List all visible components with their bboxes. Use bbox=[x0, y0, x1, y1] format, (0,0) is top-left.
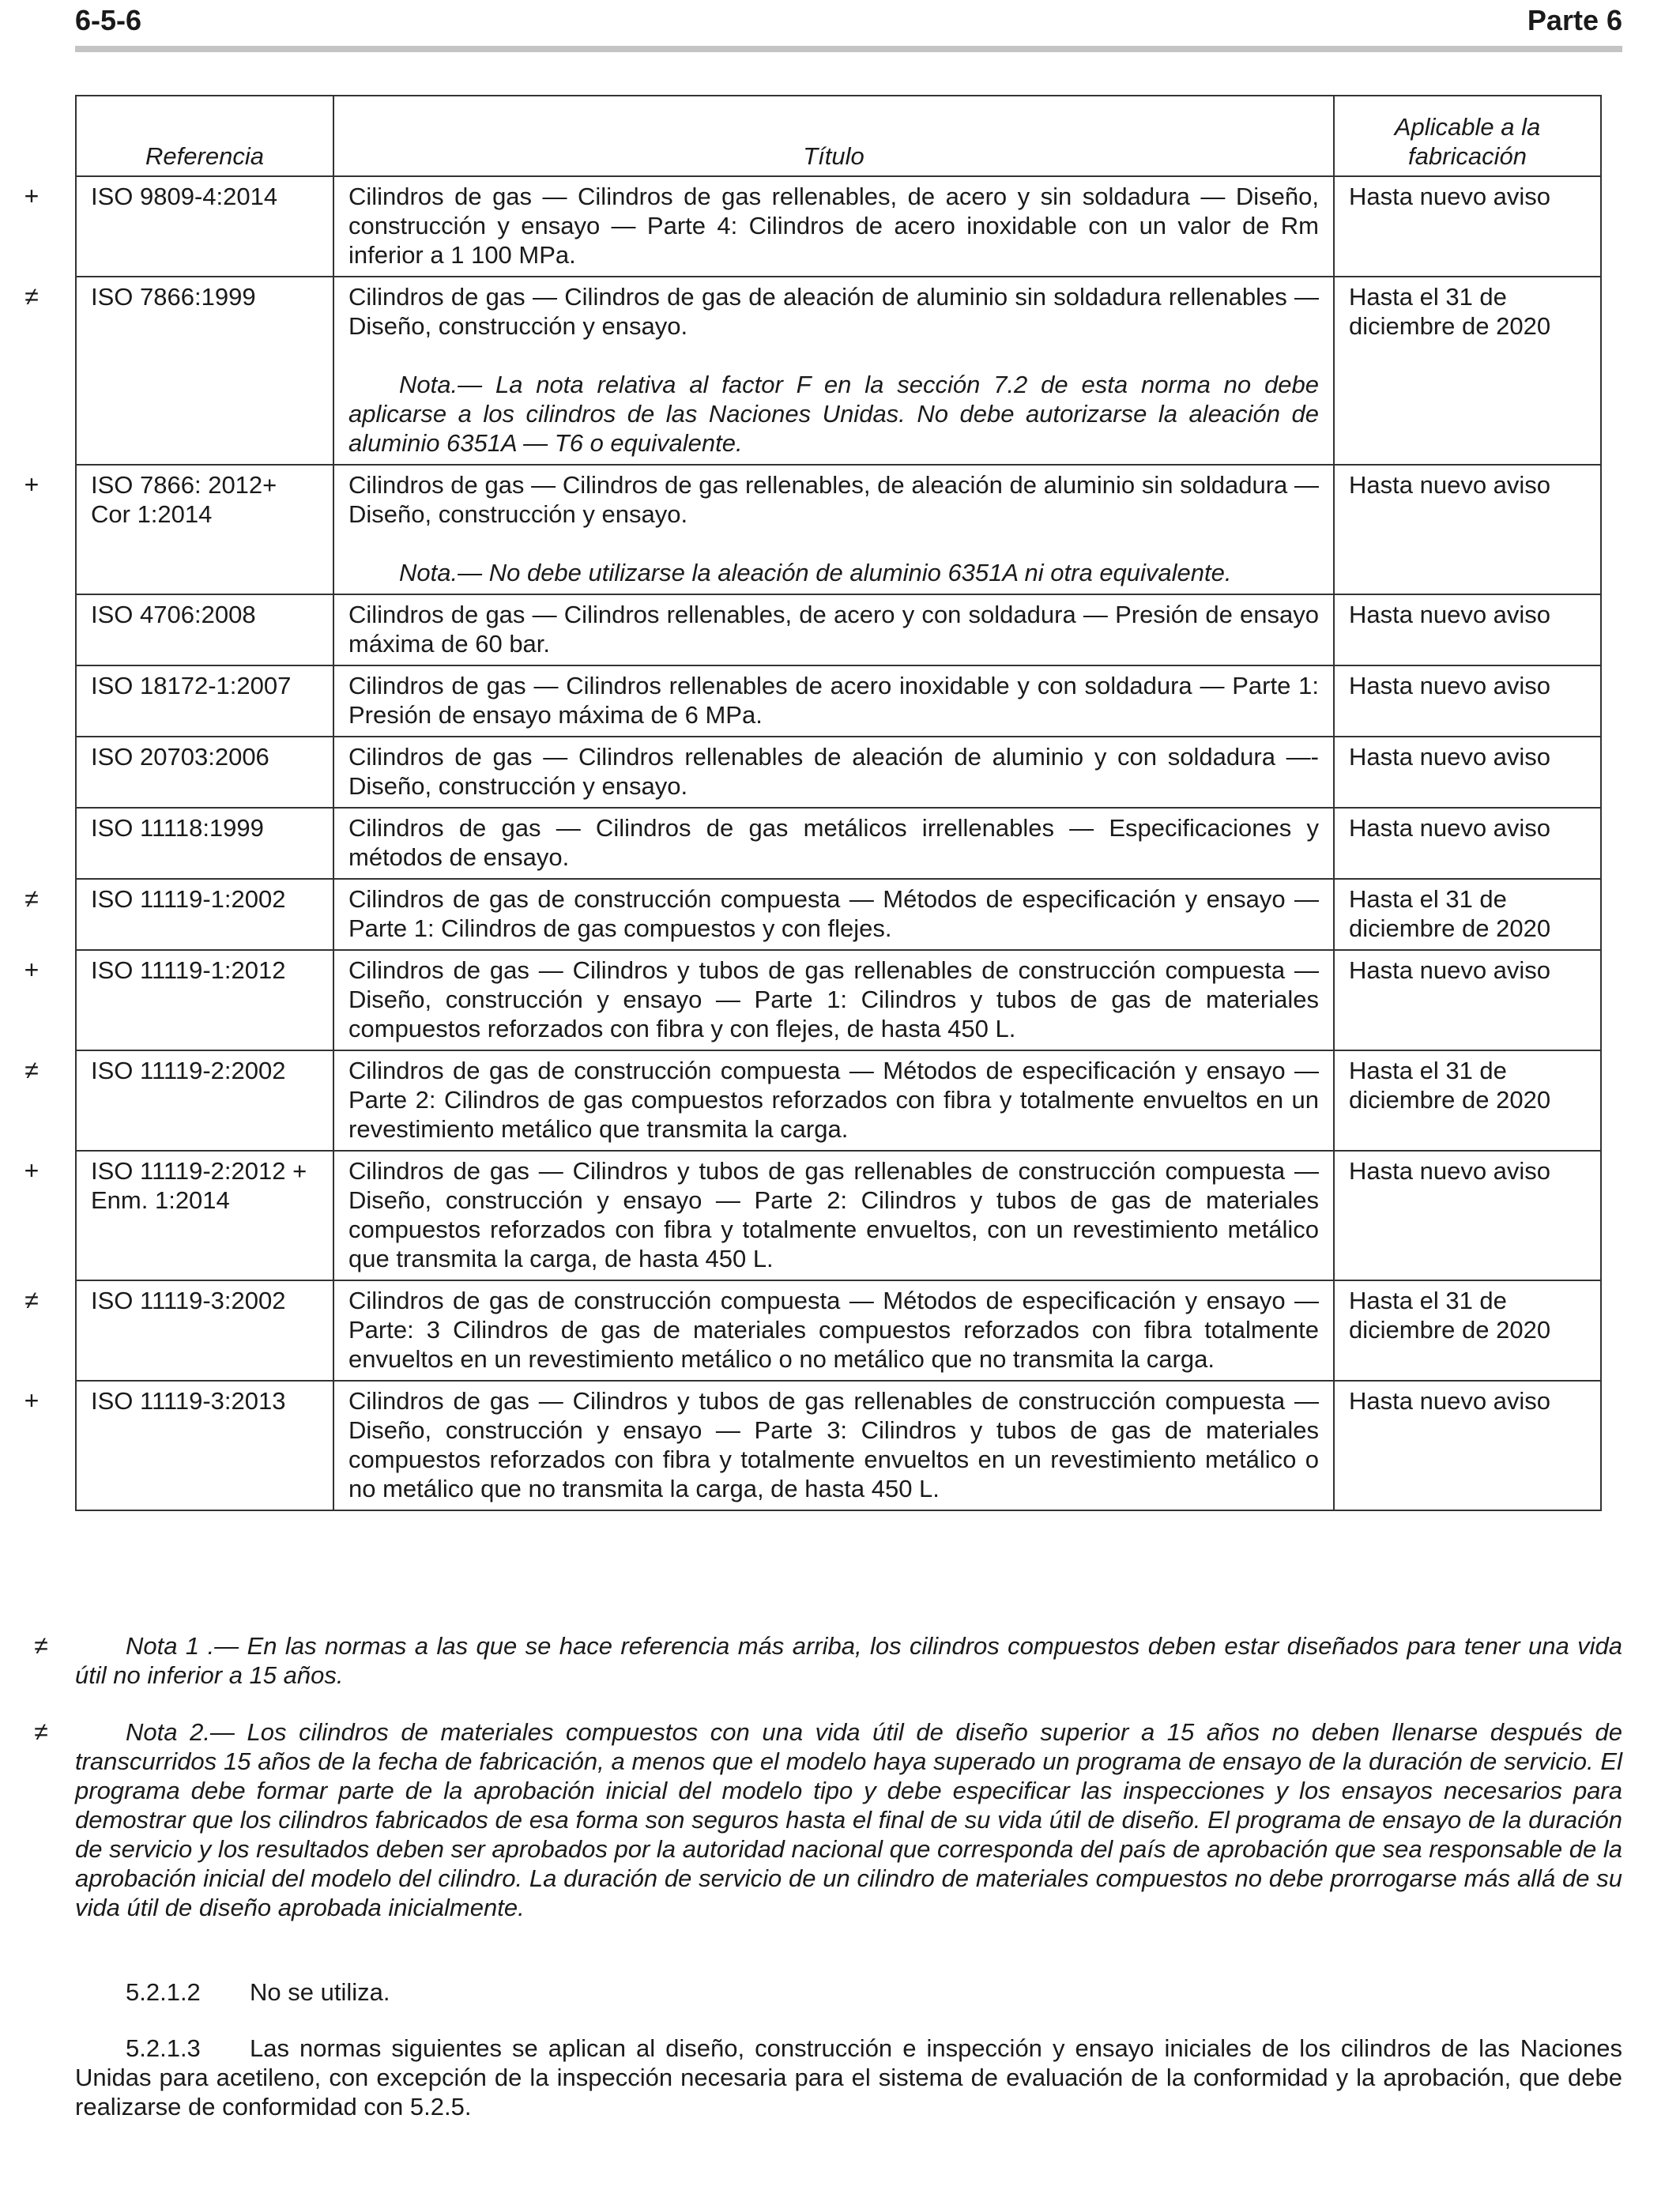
title-cell bbox=[333, 594, 1334, 665]
table-row bbox=[76, 465, 1601, 594]
change-marker: + bbox=[24, 1386, 40, 1415]
title-cell bbox=[333, 1050, 1334, 1151]
title-cell bbox=[333, 176, 1334, 277]
title-cell bbox=[333, 665, 1334, 737]
change-marker: ≠ bbox=[24, 1056, 39, 1084]
reference-text: ISO 11119-2:2012 + Enm. 1:2014 bbox=[91, 1157, 307, 1214]
applicable-cell: Hasta nuevo aviso bbox=[1334, 808, 1601, 879]
reference-cell bbox=[24, 1050, 333, 1151]
reference-text: ISO 11119-3:2002 bbox=[91, 1287, 286, 1314]
change-marker: + bbox=[24, 1156, 40, 1185]
paragraph-number: 5.2.1.2 bbox=[126, 1978, 201, 2006]
part-label: Parte 6 bbox=[1527, 4, 1622, 36]
paragraph-number: 5.2.1.3 bbox=[126, 2034, 201, 2062]
title-cell bbox=[333, 465, 1334, 594]
title-text: Cilindros de gas — Cilindros de gas metálicos irrellenables — Especificaciones y métodos de ensayo. bbox=[348, 814, 1319, 871]
change-marker: ≠ bbox=[24, 282, 39, 311]
applicable-cell: Hasta nuevo aviso bbox=[1334, 465, 1601, 594]
title-cell bbox=[333, 1280, 1334, 1381]
title-cell bbox=[333, 1381, 1334, 1510]
reference-cell bbox=[24, 465, 333, 594]
applicable-cell: Hasta nuevo aviso bbox=[1334, 737, 1601, 808]
table-row bbox=[76, 1151, 1601, 1280]
title-note: Nota.— No debe utilizarse la aleación de aluminio 6351A ni otra equivalente. bbox=[399, 559, 1232, 586]
applicable-cell: Hasta nuevo aviso bbox=[1334, 1381, 1601, 1510]
applicable-cell: Hasta el 31 de diciembre de 2020 bbox=[1334, 1050, 1601, 1151]
title-text: Cilindros de gas de construcción compuesta — Métodos de especificación y ensayo — Parte: 3 Cilindros de gas de materiales compuestos reforzados con fibra totalmente envueltos en un revestimiento metálico o no metálico que no transmita la carga. bbox=[348, 1287, 1319, 1373]
reference-text: ISO 9809-4:2014 bbox=[91, 183, 278, 210]
title-text: Cilindros de gas — Cilindros rellenables de aleación de aluminio y con soldadura —- Diseño, construcción y ensayo. bbox=[348, 743, 1319, 800]
applicable-cell: Hasta nuevo aviso bbox=[1334, 1151, 1601, 1280]
title-cell bbox=[333, 950, 1334, 1050]
reference-text: ISO 18172-1:2007 bbox=[91, 672, 292, 699]
reference-cell bbox=[76, 665, 333, 737]
reference-cell bbox=[24, 950, 333, 1050]
reference-cell bbox=[24, 1151, 333, 1280]
change-marker: + bbox=[24, 470, 40, 499]
standards-table bbox=[24, 95, 1602, 1511]
title-cell bbox=[333, 277, 1334, 465]
change-marker: + bbox=[24, 182, 40, 210]
paragraph-5-2-1-3 bbox=[75, 2034, 1622, 2121]
title-text: Cilindros de gas — Cilindros y tubos de gas rellenables de construcción compuesta — Diseño, construcción y ensayo — Parte 1: Cilindros y tubos de gas de materiales compuestos reforzados con fibra y con flejes, de hasta 450 L. bbox=[348, 956, 1319, 1042]
reference-cell bbox=[24, 1381, 333, 1510]
reference-cell bbox=[76, 737, 333, 808]
applicable-cell: Hasta el 31 de diciembre de 2020 bbox=[1334, 277, 1601, 465]
reference-text: ISO 11119-1:2002 bbox=[91, 885, 286, 913]
table-row bbox=[76, 808, 1601, 879]
note-marker: ≠ bbox=[34, 1717, 48, 1746]
table-row bbox=[76, 1381, 1601, 1510]
title-text: Cilindros de gas — Cilindros de gas de aleación de aluminio sin soldadura rellenables — Diseño, construcción y ensayo. bbox=[348, 283, 1319, 340]
reference-cell bbox=[24, 176, 333, 277]
table-body bbox=[24, 176, 1601, 1510]
title-note: Nota.— La nota relativa al factor F en la sección 7.2 de esta norma no debe aplicarse a los cilindros de las Naciones Unidas. No debe autorizarse la aleación de aluminio 6351A — T6 o equivalente. bbox=[348, 371, 1319, 457]
title-text: Cilindros de gas — Cilindros y tubos de gas rellenables de construcción compuesta — Diseño, construcción y ensayo — Parte 2: Cilindros y tubos de gas de materiales compuestos reforzados con fibra y totalmente envueltos, con un revestimiento metálico que transmita la carga, de hasta 450 L. bbox=[348, 1157, 1319, 1272]
table-row bbox=[76, 176, 1601, 277]
title-text: Cilindros de gas de construcción compuesta — Métodos de especificación y ensayo — Parte 2: Cilindros de gas compuestos reforzados con fibra y totalmente envueltos en un revestimiento metálico que transmita la carga. bbox=[348, 1057, 1319, 1143]
paragraph-5-2-1-2 bbox=[75, 1977, 1622, 2007]
header-title: Título bbox=[333, 96, 1334, 176]
note-text: Nota 2.— Los cilindros de materiales compuestos con una vida útil de diseño superior a 15 años no deben llenarse después de transcurridos 15 años de la fecha de fabricación, a menos que el modelo haya superado un programa de ensayo de la duración de servicio. El programa debe formar parte de la aprobación inicial del modelo tipo y debe especificar las inspecciones y los ensayos necesarios para demostrar que los cilindros fabricados de esa forma son seguros hasta el final de su vida útil de diseño. El programa de ensayo de la duración de servicio y los resultados deben ser aprobados por la autoridad nacional que corresponda del país de aprobación que sea responsable de la aprobación inicial del modelo del cilindro. La duración de servicio de un cilindro de materiales compuestos no debe prorrogarse más allá de su vida útil de diseño aprobada inicialmente. bbox=[75, 1718, 1622, 1921]
change-marker: ≠ bbox=[24, 884, 39, 913]
reference-text: ISO 11119-2:2002 bbox=[91, 1057, 286, 1084]
table-row bbox=[76, 277, 1601, 465]
paragraph-text: No se utiliza. bbox=[250, 1978, 390, 2006]
note-text: Nota 1 .— En las normas a las que se hace referencia más arriba, los cilindros compuestos deben estar diseñados para tener una vida útil no inferior a 15 años. bbox=[75, 1632, 1622, 1689]
table-row bbox=[76, 879, 1601, 950]
reference-cell bbox=[76, 808, 333, 879]
applicable-cell: Hasta nuevo aviso bbox=[1334, 665, 1601, 737]
title-cell bbox=[333, 879, 1334, 950]
applicable-cell: Hasta el 31 de diciembre de 2020 bbox=[1334, 879, 1601, 950]
reference-text: ISO 11119-1:2012 bbox=[91, 956, 286, 984]
title-cell bbox=[333, 737, 1334, 808]
reference-cell bbox=[24, 1280, 333, 1381]
note-1 bbox=[34, 1631, 1622, 1690]
reference-text: ISO 7866: 2012+ Cor 1:2014 bbox=[91, 471, 277, 528]
title-text: Cilindros de gas — Cilindros rellenables, de acero y con soldadura — Presión de ensayo máxima de 60 bar. bbox=[348, 601, 1319, 658]
applicable-cell: Hasta nuevo aviso bbox=[1334, 950, 1601, 1050]
note-2 bbox=[34, 1717, 1622, 1922]
table-row bbox=[76, 1280, 1601, 1381]
title-text: Cilindros de gas — Cilindros y tubos de gas rellenables de construcción compuesta — Diseño, construcción y ensayo — Parte 3: Cilindros y tubos de gas de materiales compuestos reforzados con fibra y totalmente envueltos en un revestimiento metálico o no metálico que no transmita la carga, de hasta 450 L. bbox=[348, 1387, 1319, 1502]
header-rule bbox=[75, 46, 1622, 52]
table-row bbox=[76, 950, 1601, 1050]
change-marker: ≠ bbox=[24, 1286, 39, 1314]
change-marker: + bbox=[24, 956, 40, 984]
title-text: Cilindros de gas — Cilindros rellenables de acero inoxidable y con soldadura — Parte 1: Presión de ensayo máxima de 6 MPa. bbox=[348, 672, 1319, 729]
reference-cell bbox=[24, 277, 333, 465]
reference-text: ISO 20703:2006 bbox=[91, 743, 269, 771]
reference-cell bbox=[76, 594, 333, 665]
title-text: Cilindros de gas de construcción compuesta — Métodos de especificación y ensayo — Parte 1: Cilindros de gas compuestos y con flejes. bbox=[348, 885, 1319, 942]
table-header-row bbox=[76, 96, 1601, 176]
applicable-cell: Hasta el 31 de diciembre de 2020 bbox=[1334, 1280, 1601, 1381]
paragraph-text: Las normas siguientes se aplican al diseño, construcción e inspección y ensayo iniciales de los cilindros de las Naciones Unidas para acetileno, con excepción de la inspección necesaria para el sistema de evaluación de la conformidad y la aprobación, que debe realizarse de conformidad con 5.2.5. bbox=[75, 2034, 1622, 2120]
reference-cell bbox=[24, 879, 333, 950]
reference-text: ISO 4706:2008 bbox=[91, 601, 256, 628]
page-number: 6-5-6 bbox=[75, 4, 142, 36]
applicable-cell: Hasta nuevo aviso bbox=[1334, 176, 1601, 277]
title-text: Cilindros de gas — Cilindros de gas rellenables, de acero y sin soldadura — Diseño, construcción y ensayo — Parte 4: Cilindros de acero inoxidable con un valor de Rm inferior a 1 100 MPa. bbox=[348, 183, 1319, 269]
header-applicable: Aplicable a la fabricación bbox=[1334, 96, 1601, 176]
title-text: Cilindros de gas — Cilindros de gas rellenables, de aleación de aluminio sin soldadura — Diseño, construcción y ensayo. bbox=[348, 471, 1319, 528]
table-row bbox=[76, 594, 1601, 665]
table-row bbox=[76, 665, 1601, 737]
table-row bbox=[76, 737, 1601, 808]
title-cell bbox=[333, 1151, 1334, 1280]
table-row bbox=[76, 1050, 1601, 1151]
applicable-cell: Hasta nuevo aviso bbox=[1334, 594, 1601, 665]
reference-text: ISO 7866:1999 bbox=[91, 283, 256, 311]
reference-text: ISO 11119-3:2013 bbox=[91, 1387, 286, 1415]
header-reference: Referencia bbox=[76, 96, 333, 176]
note-marker: ≠ bbox=[34, 1631, 48, 1660]
title-cell bbox=[333, 808, 1334, 879]
reference-text: ISO 11118:1999 bbox=[91, 814, 264, 842]
